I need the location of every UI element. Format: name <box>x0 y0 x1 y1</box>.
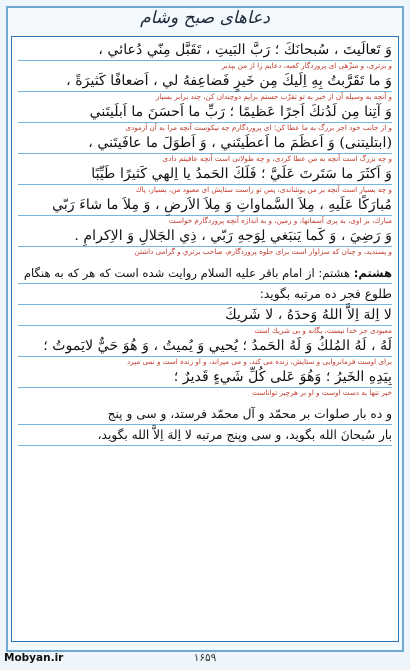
page-number: ۱۶۵۹ <box>193 652 217 664</box>
arabic-line: وَ رَضِيَ ، وَ كَما يَنبَغي لِوَجهِ رَبّي ، ذِي الجَلالِ وَ الاِكرامِ . <box>18 226 392 247</box>
arabic-line: وَ آتِنا مِن لَدُنكَ اَجرًا عَظيمًا ؛ رَبِّ ما اَحسَنَ ما اَبلَيتَني <box>18 102 392 123</box>
prayer-text <box>18 40 392 446</box>
narration-text: هشتم: از امام باقر عليه السلام روايت شده است كه هر كه به هنگام <box>23 266 351 280</box>
translation-line: و از جانب خود اجر بزرگ به ما عطا كن؛ اى پروردگارم چه نيكوست آنچه مرا به آن آزمودى <box>125 123 392 132</box>
translation-line: و چه بسيار است آنچه بر من پوشاندى، پس تو راست ستايش اى معبود من، بسيار، پاك <box>135 185 392 194</box>
translation-line: خير تنها به دست اوست و او بر هرچيز تواناست <box>252 388 392 397</box>
translation-line: و برترى، و منزّهى اى پروردگار كعبه، دعايم را از من بپذير <box>221 61 392 70</box>
arabic-line: مُبارَكًا عَلَيهِ ، مِلاَ السَّماواتِ وَ مِلاَ الاَرضِ ، وَ مِلاَ ما شاءَ رَبّي <box>18 195 392 216</box>
narration-heading: هشتم: <box>353 266 392 280</box>
closing-line: بار سُبحانَ الله بگويد، و سى وپنج مرتبه لا اِلهَ اِلاَّ الله بگويد، <box>18 425 392 446</box>
arabic-line: وَ ما تَقَرَّبتُ بِهِ اِلَيكَ مِن خَيرٍ فَضاعِفهُ لي ، اَضعافًا كَثيرَةً ، <box>18 71 392 92</box>
verse-5 <box>18 164 392 195</box>
arabic-line: لا اِلهَ اِلاَّ اللهُ وَحدَهُ ، لا شَريكَ <box>18 305 392 326</box>
arabic-line: وَ تَعالَيتَ ، سُبحانَكَ ؛ رَبَّ البَيتِ ، تَقَبَّل مِنّي دُعائي ، <box>18 40 392 61</box>
arabic-line: وَ اَكثَرَ ما سَتَرتَ عَلَيَّ ؛ فَلَكَ الحَمدُ يا اِلهي كَثيرًا طَيِّبًا <box>18 164 392 185</box>
verse-7 <box>18 226 392 257</box>
verse-6 <box>18 195 392 226</box>
narration-line: طلوع فجر ده مرتبه بگويد: <box>18 284 392 305</box>
verse-3 <box>18 102 392 133</box>
verse-4 <box>18 133 392 164</box>
translation-line: و آنچه به وسيله آن از خير به تو تقرّب جستم برايم دوچندان كن، چند برابر بسيار <box>155 92 392 101</box>
narration-line <box>18 263 392 284</box>
translation-line: و چه بزرگ است آنچه به من عطا كردى، و چه طولانى است آنچه عافيتم دادى <box>162 154 392 163</box>
page-footer <box>0 650 410 670</box>
translation-line: و پسنديد، و چنان كه سزاوار است براى جلوه پروردگارم، صاحب برتري و گرامى داشتن <box>134 247 392 256</box>
dhikr-1 <box>18 305 392 336</box>
arabic-line: بِيَدِهِ الخَيرُ ؛ وَهُوَ عَلى كُلِّ شَيءٍ قَديرٌ ؛ <box>18 367 392 388</box>
dhikr-3 <box>18 367 392 398</box>
site-link[interactable]: Mobyan.ir <box>4 652 64 664</box>
verse-2 <box>18 71 392 102</box>
dhikr-2 <box>18 336 392 367</box>
translation-line: براى اوست فرمانروايى و ستايش، زنده مى كند، و مى ميراند، و او زنده است و نمى ميرد <box>127 357 392 366</box>
verse-1 <box>18 40 392 71</box>
arabic-line: لَهُ ، لَهُ المُلكُ وَ لَهُ الحَمدُ ؛ يُحيي وَ يُميتُ ، وَ هُوَ حَيٌّ لايَموتُ ؛ <box>18 336 392 357</box>
page-title: دعاهاى صبح وشام <box>140 8 270 28</box>
translation-line: معبودى جز خدا نيست، يگانه و بى شريك است <box>254 326 392 335</box>
closing-line: و ده بار صلوات بر محمّد و آل محمّد فرستد، و سى و پنج <box>18 404 392 425</box>
translation-line: مبارك، بر اوى، به پرى آسمانها، و زمين، و به اندازه آنچه پروردگارم خواست <box>168 216 392 225</box>
arabic-line: (ابتلیتنی) وَ اَعظَمَ ما اَعطَيتَني ، وَ اَطوَلَ ما عافَيتَني ، <box>18 133 392 154</box>
